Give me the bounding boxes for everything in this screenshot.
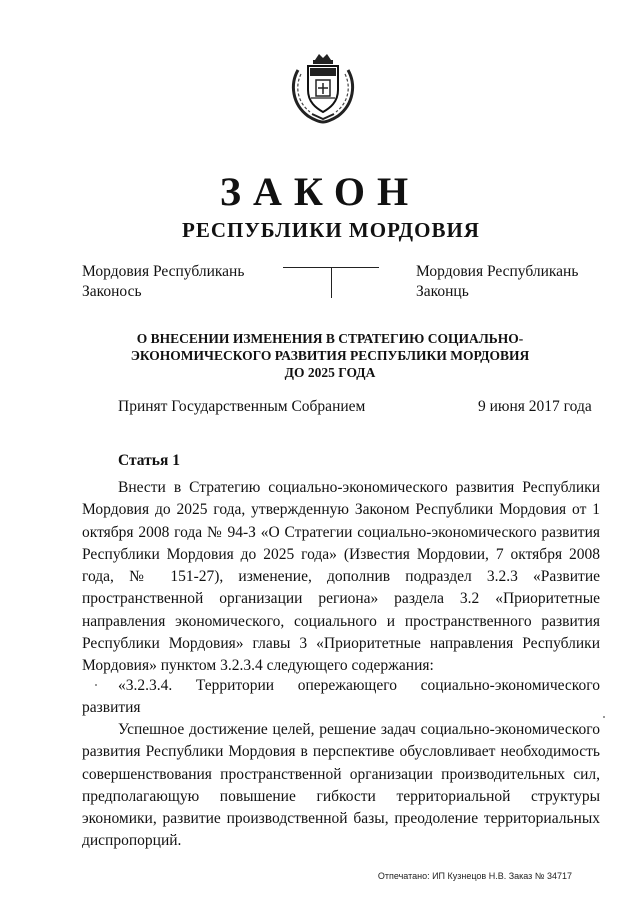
mordovian-title-left (82, 262, 244, 302)
law-heading-line3: ДО 2025 ГОДА (284, 365, 376, 380)
law-title: ЗАКОН (219, 169, 421, 214)
mordovian-title-right (416, 262, 578, 302)
adoption-date: 9 июня 2017 года (478, 398, 592, 415)
article-paragraph-3: Успешное достижение целей, решение задач социально-экономического развития Республики Мордовия в перспективе обусловливает необходимость совершенствования пространственной организации производительных сил, предполагающую повышение гибкости территориальной структуры экономики, развитие производственной базы, преодоление территориальных диспропорций. (82, 721, 600, 850)
article-paragraph-1: Внести в Стратегию социально-экономического развития Республики Мордовия до 2025 года, утвержденную Законом Республики Мордовия от 1 октября 2008 года № 94-З «О Стратегии социально-экономического развития Республики Мордовия до 2025 года» (Известия Мордовии, 7 октября 2008 года, № 151-27), изменение, дополнив подраздел 3.2.3 «Развитие пространственной организации региона» раздела 3.2 «Приоритетные направления экономического, социального и пространственного развития Республики Мордовия» главы 3 «Приоритетные направления Республики Мордовия» пунктом 3.2.3.4 следующего содержания: (82, 479, 600, 675)
header-divider-vertical (331, 268, 332, 298)
article-paragraph-2: «3.2.3.4. Территории опережающего социально-экономического развития (82, 677, 600, 717)
scan-speck (95, 684, 97, 686)
law-subtitle: РЕСПУБЛИКИ МОРДОВИЯ (182, 218, 480, 242)
mordovian-title-right-line2: Законць (416, 283, 469, 300)
mordovian-title-left-line1: Мордовия Республикань (82, 263, 245, 280)
adoption-label: Принят Государственным Собранием (118, 398, 366, 415)
coat-of-arms-icon (288, 50, 358, 124)
law-heading-line2: ЭКОНОМИЧЕСКОГО РАЗВИТИЯ РЕСПУБЛИКИ МОРДОВИЯ (130, 348, 530, 363)
law-heading (120, 330, 540, 381)
mordovian-title-right-line1: Мордовия Республикань (416, 263, 579, 280)
article-title: Статья 1 (118, 452, 180, 469)
mordovian-title-left-line2: Законось (82, 283, 142, 300)
law-heading-line1: О ВНЕСЕНИИ ИЗМЕНЕНИЯ В СТРАТЕГИЮ СОЦИАЛЬНО- (136, 331, 524, 346)
coat-of-arms-emblem (288, 50, 358, 124)
scan-speck (603, 716, 605, 718)
print-note: Отпечатано: ИП Кузнецов Н.В. Заказ № 34717 (377, 871, 572, 881)
